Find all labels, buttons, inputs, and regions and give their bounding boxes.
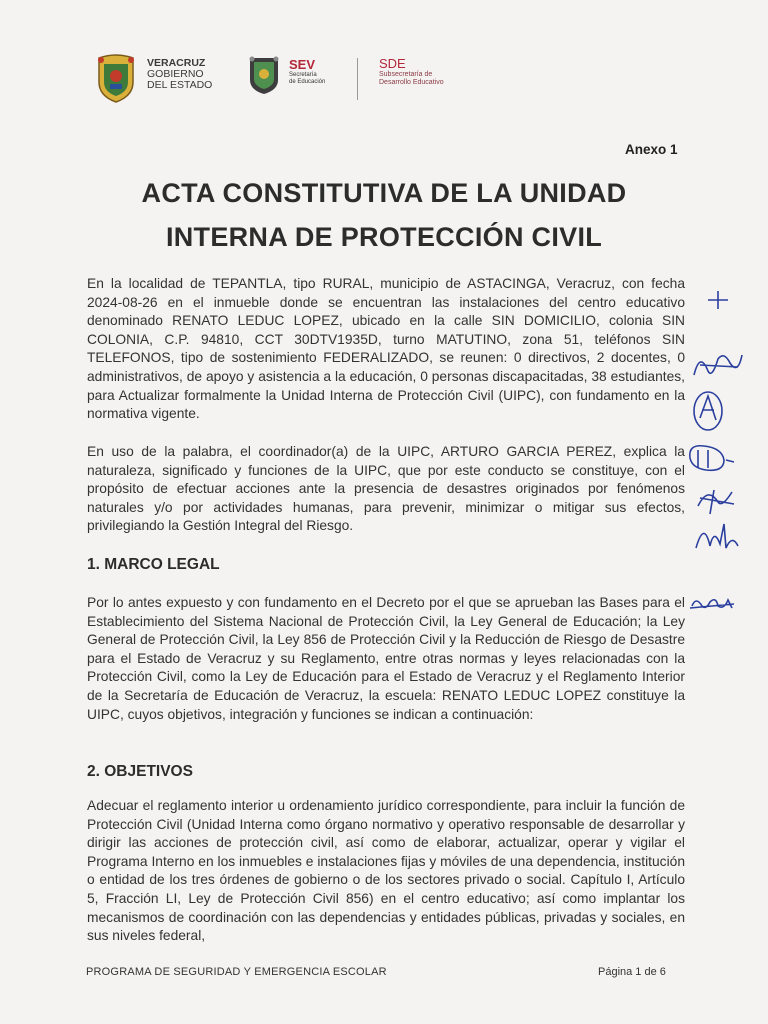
sev-seal-icon <box>247 54 281 96</box>
document-title-line1: ACTA CONSTITUTIVA DE LA UNIDAD <box>141 178 627 208</box>
handwritten-mark-icon <box>688 594 736 614</box>
paragraph-intro: En la localidad de TEPANTLA, tipo RURAL, municipio de ASTACINGA, Veracruz, con fecha 2024-08-26 en el inmueble donde se encuentran las instalaciones del centro educativo denominado RENATO LEDUC LOPEZ, ubicado en la calle SIN DOMICILIO, colonia SIN COLONIA, C.P. 94810, CCT 30DTV1935D, turno MATUTINO, zona 51, teléfonos SIN TELEFONOS, tipo de sostenimiento FEDERALIZADO, se reunen: 0 directivos, 2 docentes, 0 administrativos, de apoyo y asistencia a la educación, 0 personas discapacitadas, 38 estudiantes, para Actualizar formalmente la Unidad Interna de Protección Civil (UIPC), con fundamento en la normativa vigente. <box>87 276 685 422</box>
handwritten-mark-icon <box>700 288 736 312</box>
veracruz-line1: VERACRUZ <box>147 57 206 69</box>
footer-program-name: PROGRAMA DE SEGURIDAD Y EMERGENCIA ESCOLAR <box>86 966 387 978</box>
sev-line1: Secretaría <box>289 72 317 78</box>
handwritten-signature-icon <box>692 484 740 556</box>
sev-abbr: SEV <box>289 57 316 72</box>
sde-text <box>379 56 444 87</box>
handwritten-initials-icon <box>690 345 746 385</box>
handwritten-initials-icon <box>688 388 728 434</box>
section-heading-marco-legal: 1. MARCO LEGAL <box>87 556 220 573</box>
footer-page-number: Página 1 de 6 <box>598 966 666 978</box>
annex-label: Anexo 1 <box>625 142 678 157</box>
paragraph-objetivos: Adecuar el reglamento interior u ordenamiento jurídico correspondiente, para incluir la función de Protección Civil (Unidad Interna como órgano normativo y operativo responsable de desarrollar y dirigir las acciones de protección civil, así como de elaborar, actualizar, operar y vigilar el Programa Interno en los inmuebles e instalaciones fijas y móviles de una dependencia, institución o entidad de los tres órdenes de gobierno o de los sectores privado o social. Capítulo I, Artículo 5, Fracción LI, Ley de Protección Civil 856) en el centro educativo; así como implantar los mecanismos de coordinación con las dependencias y entidades públicas, privadas y sociales, en sus niveles federal, <box>87 798 685 944</box>
veracruz-line2: GOBIERNO <box>147 68 204 80</box>
sev-text <box>289 58 325 86</box>
handwritten-initials-icon <box>684 440 736 476</box>
document-title-line2: INTERNA DE PROTECCIÓN CIVIL <box>165 222 603 252</box>
section-heading-objetivos: 2. OBJETIVOS <box>87 763 193 780</box>
sde-line2: Desarrollo Educativo <box>379 79 444 86</box>
veracruz-line3: DEL ESTADO <box>147 79 213 91</box>
paragraph-coordinator: En uso de la palabra, el coordinador(a) de la UIPC, ARTURO GARCIA PEREZ, explica la naturaleza, significado y funciones de la UIPC, que por este conducto se constituye, con el propósito de efectuar acciones ante la presencia de desastres originados por fenómenos naturales y/o por actividades humanas, para prevenir, minimizar o mitigar sus efectos, privilegiando la Gestión Integral del Riesgo. <box>87 444 685 534</box>
sev-line2: de Educación <box>289 79 326 85</box>
paragraph-marco-legal: Por lo antes expuesto y con fundamento en el Decreto por el que se aprueban las Bases para el Establecimiento del Sistema Nacional de Protección Civil, la Ley General de Educación; la Ley General de Protección Civil, la Ley 856 de Protección Civil y la Reducción de Riesgo de Desastre para el Estado de Veracruz y su Reglamento, entre otras normas y leyes relacionadas con la Protección Civil, como la Ley de Educación para el Estado de Veracruz y el Reglamento Interior de la Secretaría de Educación de Veracruz, la escuela: RENATO LEDUC LOPEZ constituye la UIPC, cuyos objetivos, integración y funciones se indican a continuación: <box>87 595 685 722</box>
sde-line1: Subsecretaría de <box>379 71 433 78</box>
veracruz-gobierno-text <box>147 58 212 91</box>
header-divider <box>357 58 358 100</box>
sde-abbr: SDE <box>379 56 406 71</box>
veracruz-shield-icon <box>95 52 137 104</box>
